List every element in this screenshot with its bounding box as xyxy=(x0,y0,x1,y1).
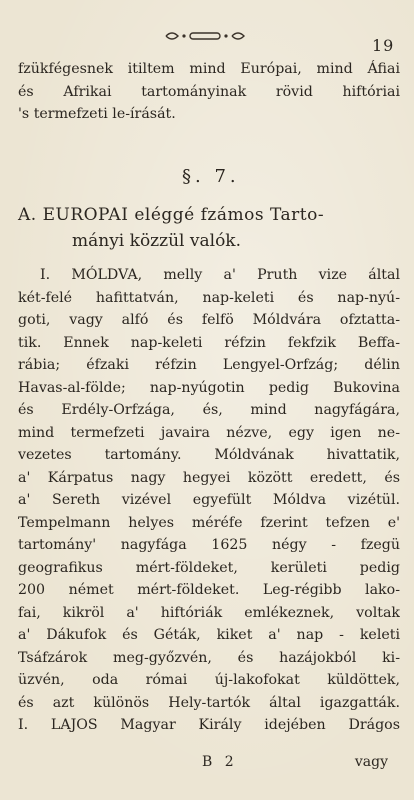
main-paragraph xyxy=(18,264,400,737)
heading-line: mányi közzül valók. xyxy=(72,231,242,251)
catchword: vagy xyxy=(354,754,388,770)
text-line: a' Dákufok és Géták, kiket a' nap - keleti xyxy=(18,627,400,643)
text-line: és Afrikai tartományinak rövid hiftóriai xyxy=(18,83,400,100)
page-number: 19 xyxy=(372,36,395,55)
text-line: vezetes tartomány. Móldvának hivattatik, xyxy=(18,447,400,463)
text-line: üzvén, oda római új-lakofokat küldöttek, xyxy=(18,672,400,688)
text-line: a' Kárpatus nagy hegyei között eredett, és xyxy=(18,469,400,486)
section-mark: §. 7. xyxy=(182,166,240,187)
intro-paragraph xyxy=(18,58,400,126)
heading-line: A. EUROPAI eléggé fzámos Tarto- xyxy=(18,205,325,225)
text-line: goti, vagy alfó és felfö Móldvára ofztatta- xyxy=(18,312,400,328)
printer-signature: B 2 xyxy=(202,754,238,770)
header-ornament xyxy=(160,28,250,44)
text-line: és Erdély-Orfzága, és, mind nagyfágára, xyxy=(18,402,400,418)
text-line: két-felé hafittatván, nap-keleti és nap-nyú- xyxy=(18,289,400,306)
ornament-flourish-icon xyxy=(160,28,250,44)
section-heading xyxy=(18,202,400,254)
text-line: I. LAJOS Magyar Király idejében Drágos xyxy=(18,717,400,733)
text-line: és azt különös Hely-tartók által igazgatták. xyxy=(18,694,400,711)
text-line: mind termefzeti javaira nézve, egy igen ne- xyxy=(18,424,400,441)
text-line: tartomány' nagyfága 1625 négy - fzegü xyxy=(18,537,400,553)
text-line: fai, kikröl a' hiftóriák emlékeznek, voltak xyxy=(18,604,400,621)
text-line: Tempelmann helyes méréfe fzerint tefzen e' xyxy=(18,514,400,531)
text-line: geografikus mért-földeket, kerületi pedig xyxy=(18,559,400,576)
text-line: rábia; éfzaki réfzin Lengyel-Orfzág; délin xyxy=(18,357,400,373)
text-line: Havas-al-földe; nap-nyúgotin pedig Bukovina xyxy=(18,379,400,396)
text-line: Tsáfzárok meg-győzvén, és hazájokból ki- xyxy=(18,649,400,666)
text-line: a' Sereth vizével egyefült Móldva vizétül. xyxy=(18,492,400,508)
text-line: I. MÓLDVA, melly a' Pruth vize által xyxy=(40,267,400,283)
text-line: 200 német mért-földeket. Leg-régibb lako- xyxy=(18,582,400,598)
text-line: 's termefzeti le-írását. xyxy=(18,106,176,122)
text-line: tik. Ennek nap-keleti réfzin fekfzik Beffa- xyxy=(18,334,400,351)
text-line: fzükfégesnek itiltem mind Európai, mind Áfiai xyxy=(18,61,400,77)
